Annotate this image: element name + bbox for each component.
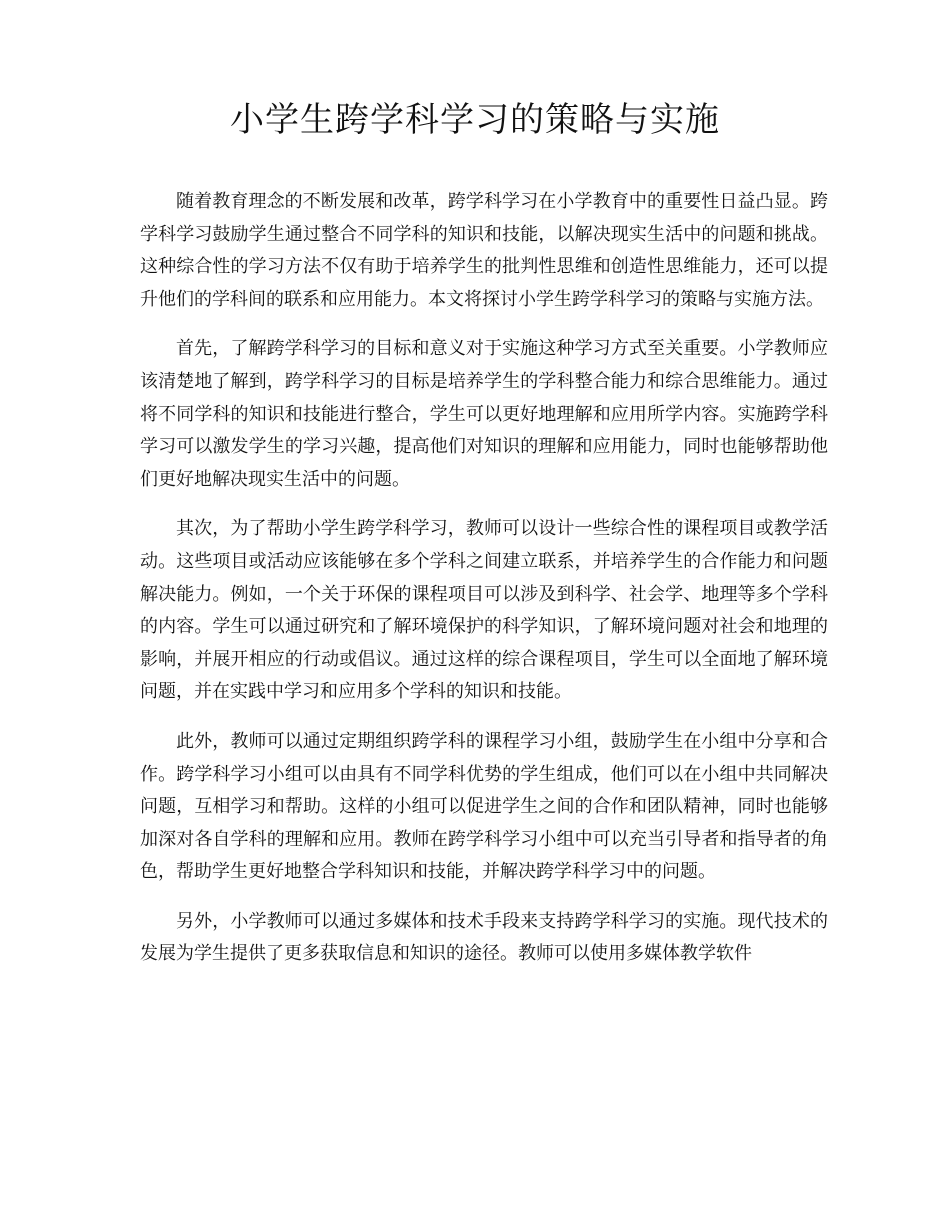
paragraph-2: 首先，了解跨学科学习的目标和意义对于实施这种学习方式至关重要。小学教师应该清楚地了解到，跨学科学习的目标是培养学生的学科整合能力和综合思维能力。通过将不同学科的知识和技能进行整合，学生可以更好地理解和应用所学内容。实施跨学科学习可以激发学生的学习兴趣，提高他们对知识的理解和应用能力，同时也能够帮助他们更好地解决现实生活中的问题。 [140,338,828,490]
paragraph-1: 随着教育理念的不断发展和改革，跨学科学习在小学教育中的重要性日益凸显。跨学科学习鼓励学生通过整合不同学科的知识和技能，以解决现实生活中的问题和挑战。这种综合性的学习方法不仅有助于培养学生的批判性思维和创造性思维能力，还可以提升他们的学科间的联系和应用能力。本文将探讨小学生跨学科学习的策略与实施方法。 [140,191,828,310]
paragraph-5: 另外，小学教师可以通过多媒体和技术手段来支持跨学科学习的实施。现代技术的发展为学生提供了更多获取信息和知识的途径。教师可以使用多媒体教学软件 [140,910,828,965]
document-body [140,186,828,988]
paragraph-3: 其次，为了帮助小学生跨学科学习，教师可以设计一些综合性的课程项目或教学活动。这些项目或活动应该能够在多个学科之间建立联系，并培养学生的合作能力和问题解决能力。例如，一个关于环保的课程项目可以涉及到科学、社会学、地理等多个学科的内容。学生可以通过研究和了解环境保护的科学知识，了解环境问题对社会和地理的影响，并展开相应的行动或倡议。通过这样的综合课程项目，学生可以全面地了解环境问题，并在实践中学习和应用多个学科的知识和技能。 [140,518,828,703]
document-title: 小学生跨学科学习的策略与实施 [230,100,720,140]
paragraph-4: 此外，教师可以通过定期组织跨学科的课程学习小组，鼓励学生在小组中分享和合作。跨学科学习小组可以由具有不同学科优势的学生组成，他们可以在小组中共同解决问题，互相学习和帮助。这样的小组可以促进学生之间的合作和团队精神，同时也能够加深对各自学科的理解和应用。教师在跨学科学习小组中可以充当引导者和指导者的角色，帮助学生更好地整合学科知识和技能，并解决跨学科学习中的问题。 [140,730,828,883]
